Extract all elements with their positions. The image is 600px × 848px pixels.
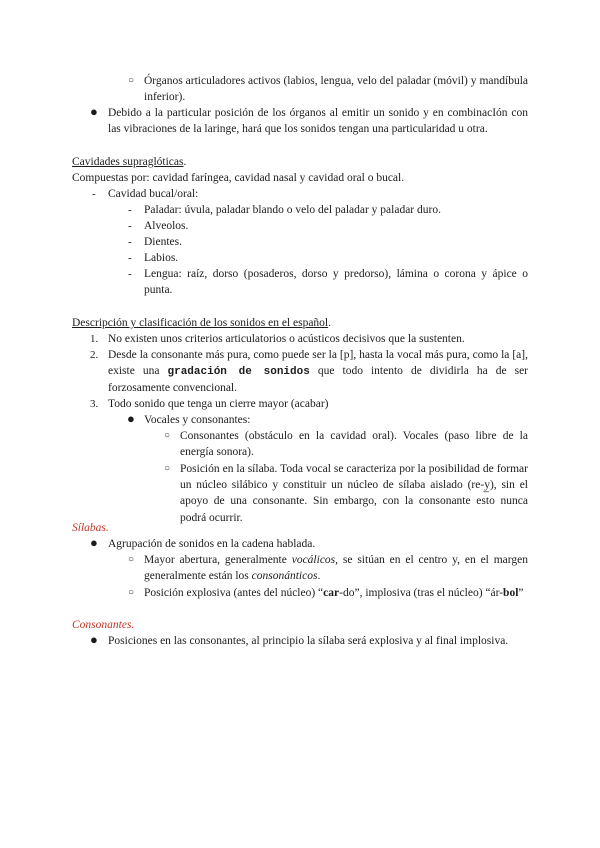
active-organs-text: Órganos articuladores activos (labios, lengua, velo del paladar (móvil) y mandíbula inferior).: [144, 75, 528, 104]
dash-bullet-icon: -: [128, 204, 132, 216]
list-number: 2.: [90, 349, 99, 361]
filled-circle-bullet-icon: ●: [127, 411, 135, 426]
syllables-item: Agrupación de sonidos en la cadena hablada.: [108, 538, 316, 550]
description-heading: Descripción y clasificación de los sonidos en el español.: [72, 317, 331, 329]
cavity-item: Lengua: raíz, dorso (posaderos, dorso y predorso), lámina o corona y ápice o punta.: [144, 268, 528, 297]
hollow-circle-bullet-icon: ○: [128, 554, 135, 565]
consonants-item: Posiciones en las consonantes, al principio la sílaba será explosiva y al final implosiva.: [108, 635, 509, 647]
explosive-implosive-text: Posición explosiva (antes del núcleo) “car-do”, implosiva (tras el núcleo) “ár-bol”: [144, 587, 524, 599]
hollow-circle-bullet-icon: ○: [128, 75, 135, 86]
vowels-consonants-label: Vocales y consonantes:: [144, 414, 251, 426]
cavity-item: Dientes.: [144, 236, 183, 248]
cavity-item: Labios.: [144, 252, 179, 264]
filled-circle-bullet-icon: ●: [90, 104, 98, 119]
description-item: Desde la consonante más pura, como puede ser la [p], hasta la vocal más pura, como la [a], existe una gradación de sonidos que todo intento de dividirla ha de ser forzosamente convencional.: [108, 349, 528, 395]
description-item: No existen unos criterios articulatorios o acústicos decisivos que la sustenten.: [108, 333, 465, 345]
hollow-circle-bullet-icon: ○: [164, 430, 171, 441]
hollow-circle-bullet-icon: ○: [128, 587, 135, 598]
list-number: 1.: [90, 333, 99, 345]
cavities-heading: Cavidades supraglóticas.: [72, 156, 187, 168]
syllables-heading: Sílabas.: [72, 522, 109, 534]
dash-bullet-icon: -: [128, 252, 132, 264]
dash-bullet-icon: -: [128, 236, 132, 248]
consonants-vowels-text: Consonantes (obstáculo en la cavidad oral). Vocales (paso libre de la energía sonora).: [180, 430, 528, 459]
dash-bullet-icon: -: [128, 220, 132, 232]
oral-cavity-label: Cavidad bucal/oral:: [108, 188, 199, 200]
consonants-heading: Consonantes.: [72, 619, 135, 631]
filled-circle-bullet-icon: ●: [90, 632, 98, 647]
syllable-position-text: Posición en la sílaba. Toda vocal se caracteriza por la posibilidad de formar un núcleo silábico y constituir un núcleo de sílaba aislado (re-y̲), sin el apoyo de una consonante. Sin embargo, con la consonante esto nunca podrá ocurrir.: [180, 463, 528, 524]
cavities-intro: Compuestas por: cavidad faríngea, cavidad nasal y cavidad oral o bucal.: [72, 172, 405, 184]
particular-position-text: Debido a la particular posición de los órganos al emitir un sonido y en combinacIón con las vibraciones de la laringe, hará que los sonidos tengan una particularidad u otra.: [108, 107, 528, 136]
list-number: 3.: [90, 398, 99, 410]
cavity-item: Paladar: úvula, paladar blando o velo del paladar y paladar duro.: [144, 204, 441, 216]
opening-text: Mayor abertura, generalmente vocálicos, se sitúan en el centro y, en el margen generalmente están los consonánticos.: [144, 554, 528, 583]
hollow-circle-bullet-icon: ○: [164, 463, 171, 474]
filled-circle-bullet-icon: ●: [90, 535, 98, 550]
description-item: Todo sonido que tenga un cierre mayor (acabar): [108, 398, 329, 410]
dash-bullet-icon: -: [92, 188, 96, 200]
cavity-item: Alveolos.: [144, 220, 189, 232]
dash-bullet-icon: -: [128, 268, 132, 280]
